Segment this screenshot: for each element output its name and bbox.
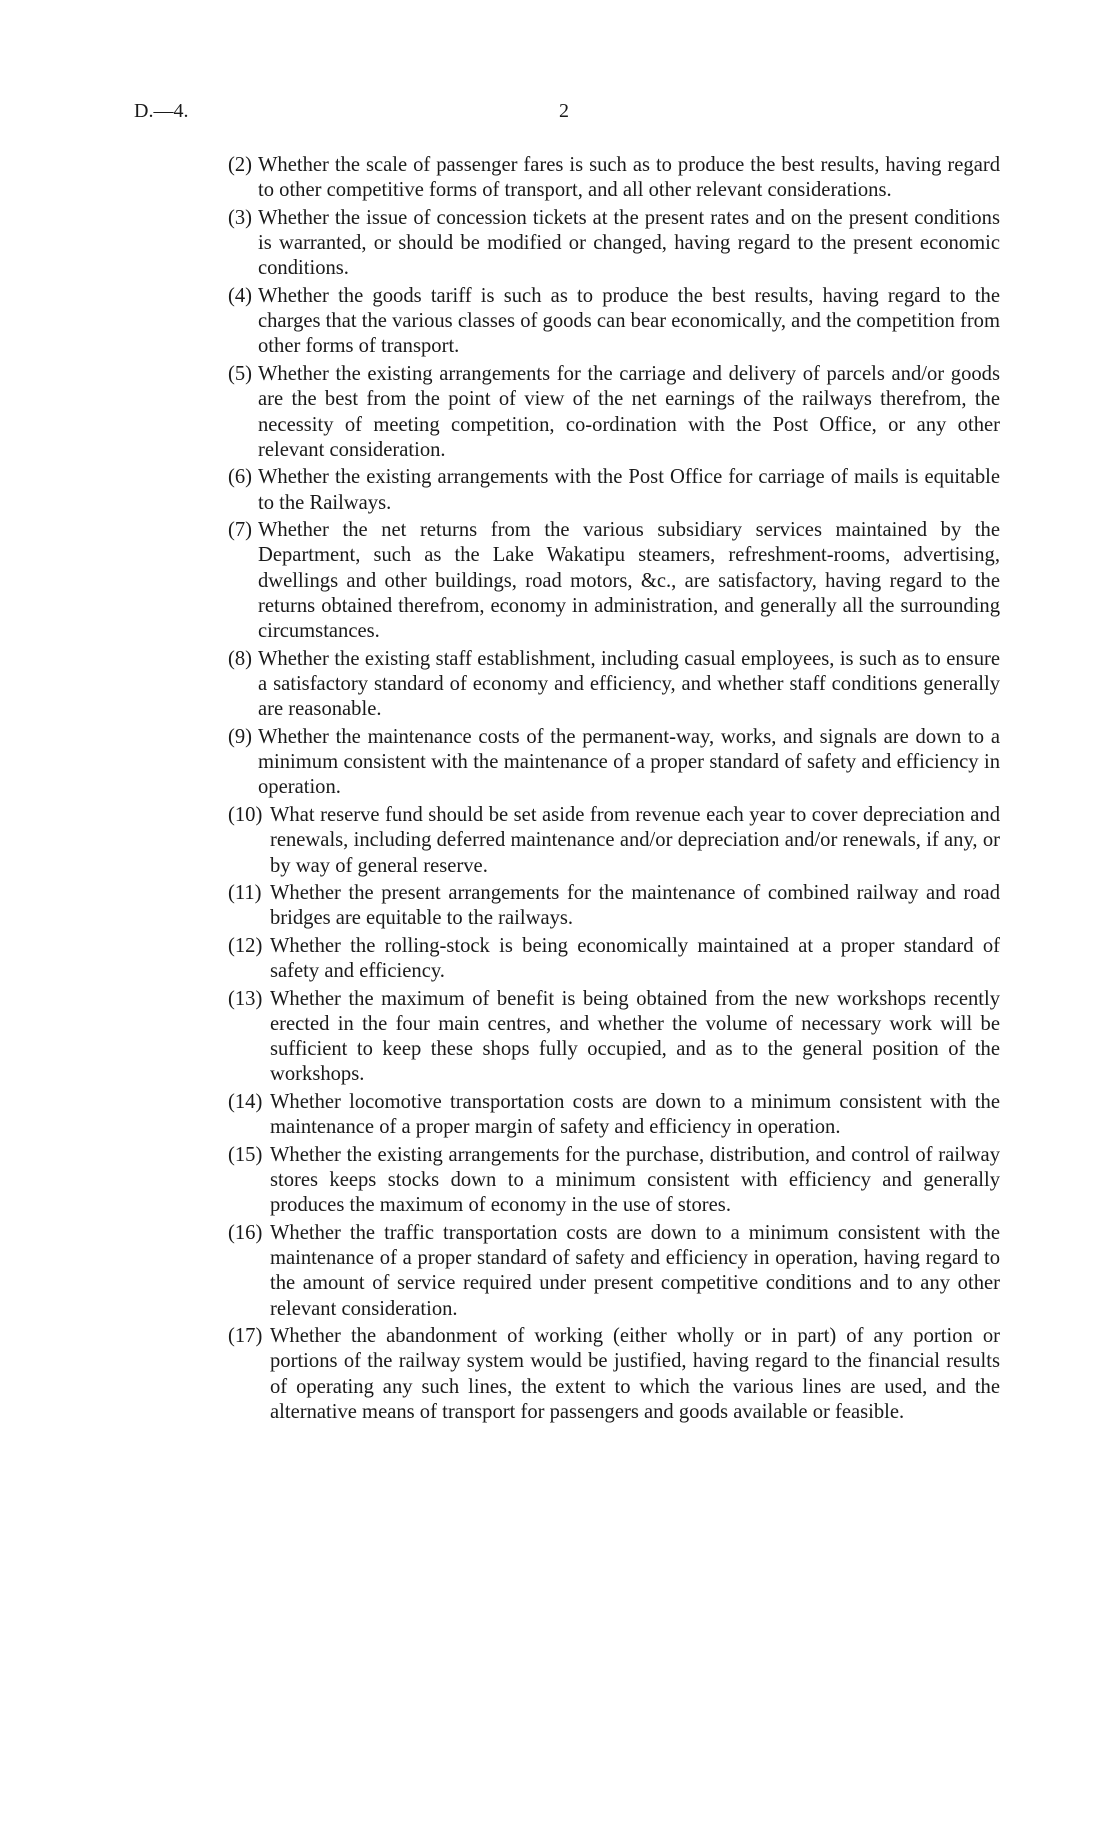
document-reference: D.—4. — [134, 100, 189, 122]
list-item — [228, 465, 1000, 516]
item-number: (15) — [228, 1143, 263, 1166]
list-item — [228, 803, 1000, 879]
item-number: (7) — [228, 519, 253, 542]
list-item — [228, 153, 1000, 204]
item-number: (12) — [228, 934, 263, 957]
item-number: (3) — [228, 206, 253, 229]
item-number: (8) — [228, 647, 253, 670]
item-number: (5) — [228, 362, 253, 385]
list-item — [228, 518, 1000, 644]
item-text: Whether the maintenance costs of the permanent-way, works, and signals are down to a minimum consistent with the maintenance of a proper standard of safety and efficiency in operation. — [258, 725, 1000, 799]
item-number: (10) — [228, 803, 263, 826]
list-item — [228, 284, 1000, 360]
item-number: (2) — [228, 154, 253, 176]
item-text: Whether the existing arrangements for the purchase, distribution, and control of railway stores keeps stocks down to a minimum consistent with efficiency and generally produces the maximum of economy in the use of stores. — [270, 1143, 1000, 1217]
list-item — [228, 206, 1000, 282]
item-text: Whether the goods tariff is such as to produce the best results, having regard to the charges that the various classes of goods can bear economically, and the competition from other forms of transport. — [258, 284, 1000, 358]
numbered-list — [228, 153, 1000, 1428]
item-text: Whether the issue of concession tickets at the present rates and on the present conditions is warranted, or should be modified or changed, having regard to the present economic conditions. — [258, 206, 1000, 280]
item-text: Whether the rolling-stock is being economically maintained at a proper standard of safety and efficiency. — [270, 934, 1000, 983]
item-text: Whether the traffic transportation costs are down to a minimum consistent with the maintenance of a proper standard of safety and efficiency in operation, having regard to the amount of service required under present competitive conditions and to any other relevant consideration. — [270, 1221, 1000, 1320]
item-text: Whether the present arrangements for the maintenance of combined railway and road bridges are equitable to the railways. — [270, 882, 1000, 930]
item-number: (13) — [228, 987, 263, 1010]
item-text: Whether the net returns from the various subsidiary services maintained by the Department, such as the Lake Wakatipu steamers, refreshment-rooms, advertising, dwellings and other buildings, road motors, &c., are satisfactory, having regard to the returns obtained therefrom, economy in administration, and generally all the surrounding circumstances. — [258, 519, 1000, 643]
list-item — [228, 1221, 1000, 1322]
item-text: Whether the abandonment of working (either wholly or in part) of any portion or portions of the railway system would be justified, having regard to the financial results of operating any such lines, the extent to which the various lines are used, and the alternative means of transport for passengers and goods available or feasible. — [270, 1325, 1000, 1424]
item-number: (17) — [228, 1325, 263, 1348]
item-text: Whether the existing arrangements for the carriage and delivery of parcels and/or goods are the best from the point of view of the net earnings of the railways therefrom, the necessity of meeting competition, co-ordination with the Post Office, or any other relevant consideration. — [258, 362, 1000, 461]
list-item — [228, 987, 1000, 1088]
list-item — [228, 725, 1000, 801]
item-number: (14) — [228, 1090, 263, 1113]
item-number: (9) — [228, 725, 253, 748]
list-item — [228, 362, 1000, 463]
item-number: (6) — [228, 466, 253, 489]
item-text: Whether the maximum of benefit is being obtained from the new workshops recently erected in the four main centres, and whether the volume of necessary work will be sufficient to keep these shops fully occupied, and as to the general position of the workshops. — [270, 987, 1000, 1086]
item-text: Whether the existing arrangements with the Post Office for carriage of mails is equitable to the Railways. — [258, 466, 1000, 514]
item-text: Whether the existing staff establishment, including casual employees, is such as to ensure a satisfactory standard of economy and efficiency, and whether staff conditions generally are reasonable. — [258, 647, 1000, 721]
item-text: Whether the scale of passenger fares is such as to produce the best results, having regard to other competitive forms of transport, and all other relevant considerations. — [258, 154, 1000, 202]
list-item — [228, 934, 1000, 985]
list-item — [228, 1090, 1000, 1141]
list-item — [228, 881, 1000, 932]
list-item — [228, 1143, 1000, 1219]
page-header — [134, 100, 1004, 130]
list-item — [228, 647, 1000, 723]
list-item — [228, 1324, 1000, 1425]
page-number: 2 — [559, 100, 569, 122]
item-text: Whether locomotive transportation costs are down to a minimum consistent with the maintenance of a proper margin of safety and efficiency in operation. — [270, 1090, 1000, 1139]
item-number: (11) — [228, 882, 262, 904]
item-number: (4) — [228, 284, 253, 307]
item-number: (16) — [228, 1221, 263, 1244]
item-text: What reserve fund should be set aside from revenue each year to cover depreciation and renewals, including deferred maintenance and/or depreciation and/or renewals, if any, or by way of general reserve. — [270, 803, 1000, 877]
